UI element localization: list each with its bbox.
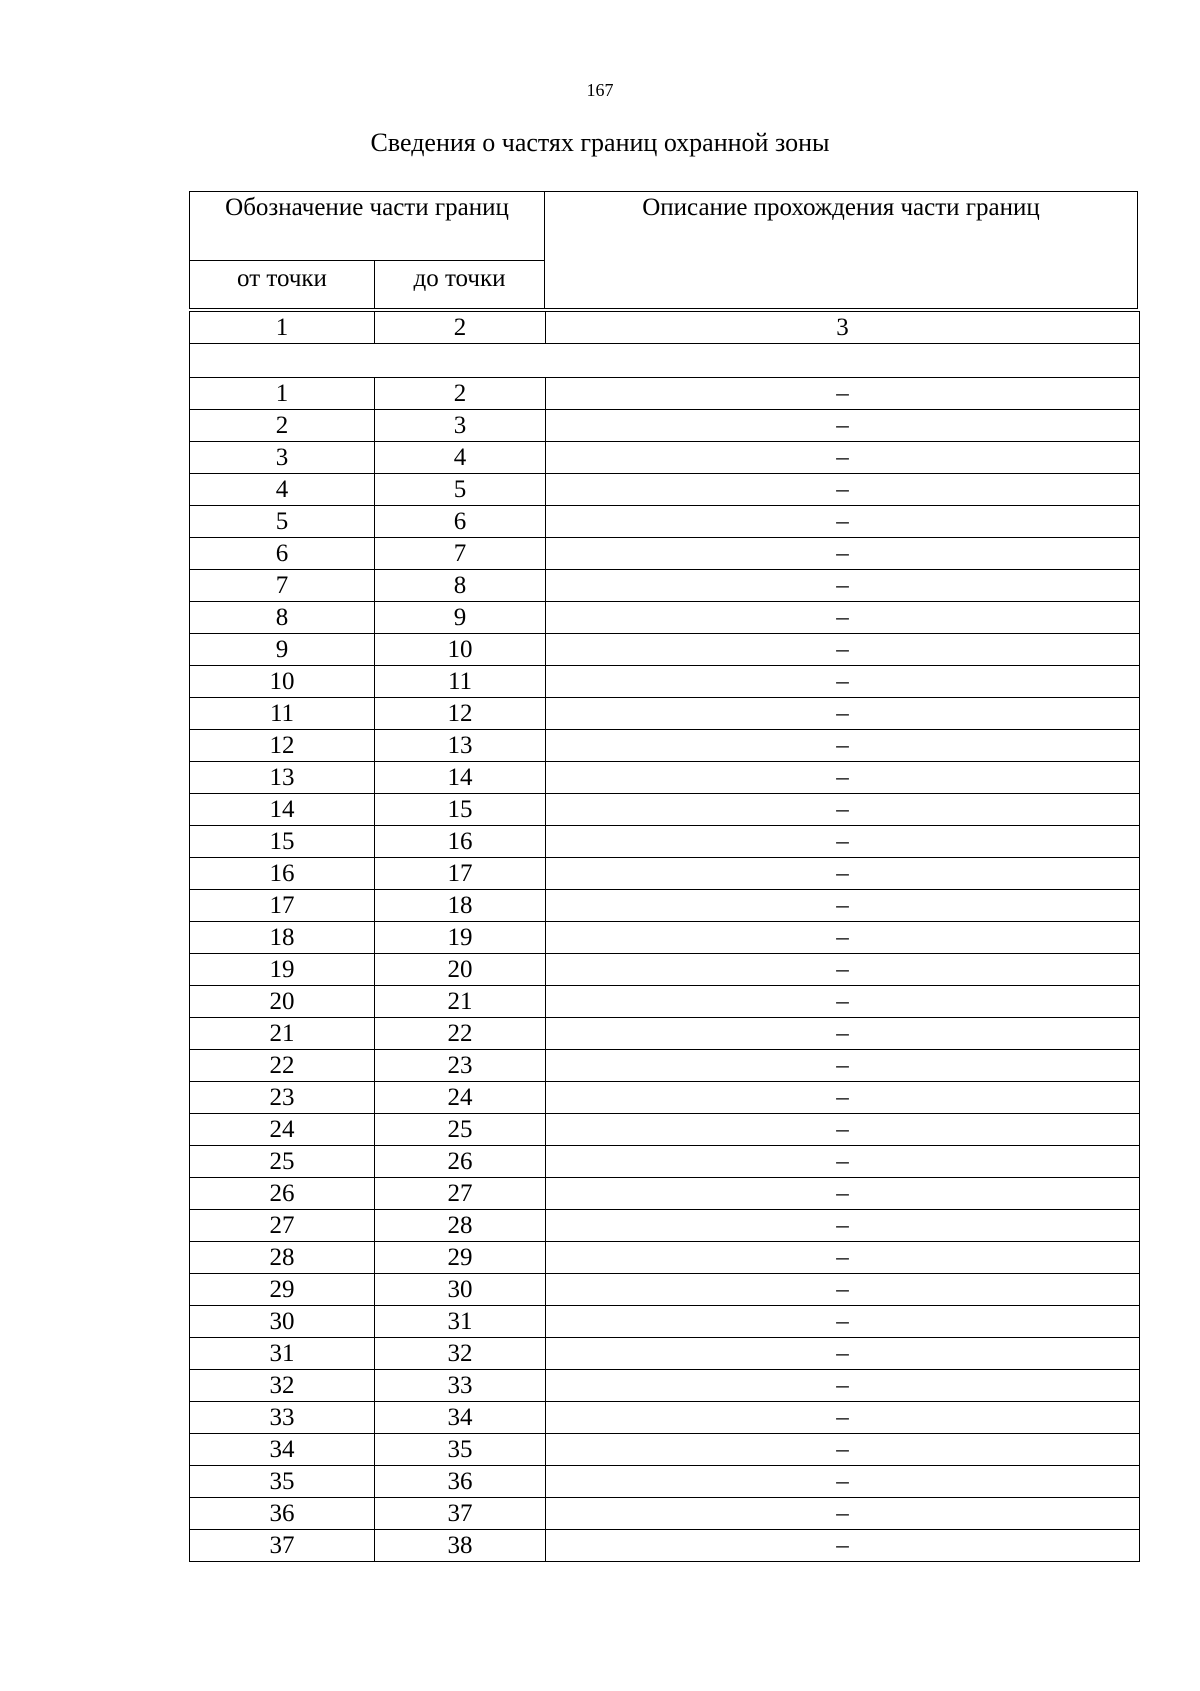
to-point-cell: 35 (375, 1434, 546, 1466)
from-point-cell: 35 (190, 1466, 375, 1498)
description-cell: – (546, 1530, 1140, 1562)
to-point-cell: 3 (375, 410, 546, 442)
table-row (190, 1402, 1140, 1434)
section-spacer-row (190, 344, 1140, 378)
description-cell: – (546, 1466, 1140, 1498)
from-point-cell: 18 (190, 922, 375, 954)
from-point-cell: 23 (190, 1082, 375, 1114)
column-number-1: 1 (190, 312, 375, 344)
header-to-point: до точки (375, 261, 545, 309)
table-row (190, 1082, 1140, 1114)
table-row (190, 730, 1140, 762)
description-cell: – (546, 602, 1140, 634)
description-cell: – (546, 986, 1140, 1018)
to-point-cell: 32 (375, 1338, 546, 1370)
to-point-cell: 24 (375, 1082, 546, 1114)
description-cell: – (546, 378, 1140, 410)
table-row (190, 794, 1140, 826)
column-number-3: 3 (546, 312, 1140, 344)
from-point-cell: 26 (190, 1178, 375, 1210)
description-cell: – (546, 1082, 1140, 1114)
description-cell: – (546, 1178, 1140, 1210)
description-cell: – (546, 730, 1140, 762)
table-row (190, 1050, 1140, 1082)
from-point-cell: 33 (190, 1402, 375, 1434)
to-point-cell: 27 (375, 1178, 546, 1210)
description-cell: – (546, 1306, 1140, 1338)
description-cell: – (546, 922, 1140, 954)
table-row (190, 442, 1140, 474)
to-point-cell: 25 (375, 1114, 546, 1146)
from-point-cell: 1 (190, 378, 375, 410)
from-point-cell: 36 (190, 1498, 375, 1530)
table-row (190, 1114, 1140, 1146)
table-row (190, 1242, 1140, 1274)
description-cell: – (546, 1114, 1140, 1146)
table-row (190, 922, 1140, 954)
table-row (190, 1306, 1140, 1338)
to-point-cell: 34 (375, 1402, 546, 1434)
table-row (190, 666, 1140, 698)
table-row (190, 698, 1140, 730)
from-point-cell: 7 (190, 570, 375, 602)
description-cell: – (546, 1018, 1140, 1050)
to-point-cell: 26 (375, 1146, 546, 1178)
from-point-cell: 11 (190, 698, 375, 730)
table-row (190, 954, 1140, 986)
document-title: Сведения о частях границ охранной зоны (370, 128, 830, 157)
table-row (190, 1178, 1140, 1210)
table-row (190, 1018, 1140, 1050)
to-point-cell: 23 (375, 1050, 546, 1082)
description-cell: – (546, 826, 1140, 858)
description-cell: – (546, 506, 1140, 538)
table-row (190, 602, 1140, 634)
from-point-cell: 2 (190, 410, 375, 442)
description-cell: – (546, 538, 1140, 570)
table-header (189, 191, 1138, 309)
to-point-cell: 5 (375, 474, 546, 506)
to-point-cell: 33 (375, 1370, 546, 1402)
from-point-cell: 34 (190, 1434, 375, 1466)
table-row (190, 858, 1140, 890)
to-point-cell: 18 (375, 890, 546, 922)
description-cell: – (546, 954, 1140, 986)
to-point-cell: 11 (375, 666, 546, 698)
to-point-cell: 14 (375, 762, 546, 794)
from-point-cell: 28 (190, 1242, 375, 1274)
description-cell: – (546, 794, 1140, 826)
from-point-cell: 14 (190, 794, 375, 826)
header-description: Описание прохождения части границ (642, 194, 1040, 221)
from-point-cell: 5 (190, 506, 375, 538)
table-row (190, 1210, 1140, 1242)
table-row (190, 378, 1140, 410)
table-row (190, 1370, 1140, 1402)
from-point-cell: 22 (190, 1050, 375, 1082)
description-cell: – (546, 1050, 1140, 1082)
to-point-cell: 38 (375, 1530, 546, 1562)
table-row (190, 1498, 1140, 1530)
column-number-row (190, 312, 1140, 344)
description-cell: – (546, 442, 1140, 474)
table-row (190, 1530, 1140, 1562)
from-point-cell: 3 (190, 442, 375, 474)
description-cell: – (546, 1338, 1140, 1370)
to-point-cell: 36 (375, 1466, 546, 1498)
description-cell: – (546, 858, 1140, 890)
from-point-cell: 8 (190, 602, 375, 634)
from-point-cell: 15 (190, 826, 375, 858)
description-cell: – (546, 666, 1140, 698)
to-point-cell: 15 (375, 794, 546, 826)
description-cell: – (546, 1242, 1140, 1274)
from-point-cell: 16 (190, 858, 375, 890)
to-point-cell: 7 (375, 538, 546, 570)
to-point-cell: 30 (375, 1274, 546, 1306)
description-cell: – (546, 1274, 1140, 1306)
to-point-cell: 16 (375, 826, 546, 858)
to-point-cell: 13 (375, 730, 546, 762)
to-point-cell: 10 (375, 634, 546, 666)
from-point-cell: 6 (190, 538, 375, 570)
to-point-cell: 17 (375, 858, 546, 890)
description-cell: – (546, 698, 1140, 730)
to-point-cell: 29 (375, 1242, 546, 1274)
from-point-cell: 32 (190, 1370, 375, 1402)
description-cell: – (546, 1434, 1140, 1466)
table-row (190, 762, 1140, 794)
description-cell: – (546, 570, 1140, 602)
from-point-cell: 10 (190, 666, 375, 698)
to-point-cell: 12 (375, 698, 546, 730)
table-row (190, 826, 1140, 858)
to-point-cell: 31 (375, 1306, 546, 1338)
table-row (190, 1434, 1140, 1466)
from-point-cell: 20 (190, 986, 375, 1018)
table-row (190, 1338, 1140, 1370)
description-cell: – (546, 762, 1140, 794)
description-cell: – (546, 1210, 1140, 1242)
from-point-cell: 24 (190, 1114, 375, 1146)
to-point-cell: 8 (375, 570, 546, 602)
table-row (190, 506, 1140, 538)
from-point-cell: 4 (190, 474, 375, 506)
to-point-cell: 28 (375, 1210, 546, 1242)
description-cell: – (546, 1498, 1140, 1530)
table-row (190, 890, 1140, 922)
page-number: 167 (586, 80, 614, 100)
from-point-cell: 25 (190, 1146, 375, 1178)
description-cell: – (546, 474, 1140, 506)
column-number-2: 2 (375, 312, 546, 344)
from-point-cell: 21 (190, 1018, 375, 1050)
table-row (190, 570, 1140, 602)
section-spacer-cell (190, 344, 1140, 378)
table-row (190, 410, 1140, 442)
description-cell: – (546, 890, 1140, 922)
to-point-cell: 20 (375, 954, 546, 986)
table-row (190, 474, 1140, 506)
from-point-cell: 29 (190, 1274, 375, 1306)
from-point-cell: 30 (190, 1306, 375, 1338)
from-point-cell: 17 (190, 890, 375, 922)
boundary-parts-table (189, 311, 1140, 1562)
description-cell: – (546, 1370, 1140, 1402)
header-from-point: от точки (190, 261, 375, 309)
to-point-cell: 19 (375, 922, 546, 954)
to-point-cell: 6 (375, 506, 546, 538)
header-part-designation: Обозначение части границ (190, 192, 545, 261)
from-point-cell: 9 (190, 634, 375, 666)
from-point-cell: 27 (190, 1210, 375, 1242)
from-point-cell: 13 (190, 762, 375, 794)
to-point-cell: 22 (375, 1018, 546, 1050)
table-row (190, 1274, 1140, 1306)
table-row (190, 634, 1140, 666)
from-point-cell: 37 (190, 1530, 375, 1562)
from-point-cell: 12 (190, 730, 375, 762)
table-row (190, 1466, 1140, 1498)
table-row (190, 538, 1140, 570)
description-cell: – (546, 1402, 1140, 1434)
to-point-cell: 21 (375, 986, 546, 1018)
description-cell: – (546, 634, 1140, 666)
table-row (190, 986, 1140, 1018)
from-point-cell: 31 (190, 1338, 375, 1370)
to-point-cell: 4 (375, 442, 546, 474)
from-point-cell: 19 (190, 954, 375, 986)
description-cell: – (546, 1146, 1140, 1178)
to-point-cell: 2 (375, 378, 546, 410)
to-point-cell: 9 (375, 602, 546, 634)
description-cell: – (546, 410, 1140, 442)
to-point-cell: 37 (375, 1498, 546, 1530)
table-row (190, 1146, 1140, 1178)
